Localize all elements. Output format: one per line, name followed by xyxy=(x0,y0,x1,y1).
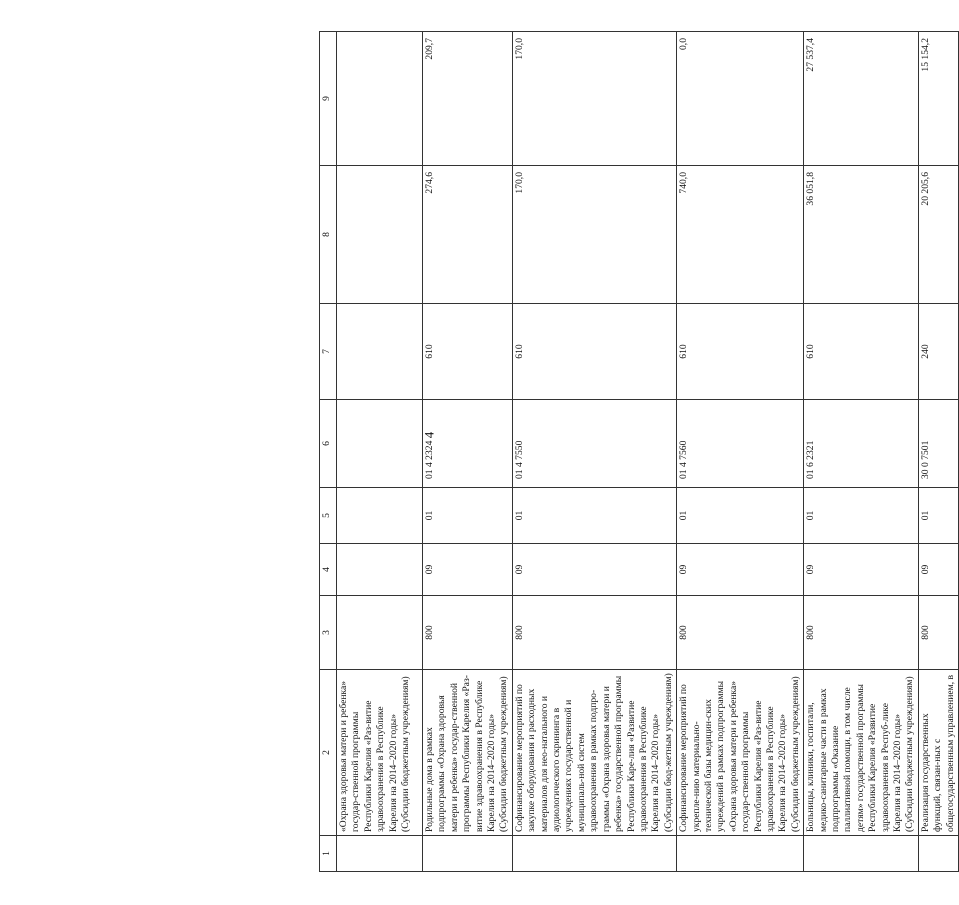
cell-subsection: 01 xyxy=(918,488,958,544)
budget-table xyxy=(319,31,959,872)
cell-target-article: 30 0 7501 xyxy=(918,400,958,488)
cell-amount-actual: 209,7 xyxy=(423,32,513,166)
cell-subsection xyxy=(337,488,423,544)
row-number-cell xyxy=(677,836,804,872)
row-description: Родильные дома в рамках подпрограммы «Охрана здоровья матери и ребенка» государ-ственной программы Республики Карелия «Раз-витие здравоохранения в Республике Карелия на 2014–2020 годы» (Субсидии бюджетным учреждениям) xyxy=(423,670,513,836)
cell-amount-actual: 27 537,4 xyxy=(804,32,919,166)
cell-amount-actual: 170,0 xyxy=(512,32,676,166)
col-header-2: 2 xyxy=(320,670,337,836)
cell-admin-code: 800 xyxy=(423,596,513,670)
cell-subsection: 01 xyxy=(804,488,919,544)
cell-expense-type: 610 xyxy=(512,304,676,400)
table-row xyxy=(918,32,958,872)
cell-section: 09 xyxy=(512,544,676,596)
row-description: Софинансирование мероприятий по закупке оборудования и расходных материалов для нео-натального и аудиологического скрининга в учреждениях государственной и муниципаль-ной систем здравоохранения в рамках подпро-граммы «Охрана здоровья матери и ребенка» государственной программы Республики Каре-лия «Развитие здравоохранения в Республике Карелия на 2014–2020 годы» (Субсидии бюд-жетным учреждениям) xyxy=(512,670,676,836)
col-header-7: 7 xyxy=(320,304,337,400)
cell-expense-type: 610 xyxy=(677,304,804,400)
col-header-5: 5 xyxy=(320,488,337,544)
page-number: 4 xyxy=(421,431,437,439)
cell-expense-type: 240 xyxy=(918,304,958,400)
col-header-9: 9 xyxy=(320,32,337,166)
cell-amount-planned: 170,0 xyxy=(512,166,676,304)
col-header-4: 4 xyxy=(320,544,337,596)
col-header-8: 8 xyxy=(320,166,337,304)
cell-section: 09 xyxy=(804,544,919,596)
row-number-cell xyxy=(512,836,676,872)
cell-expense-type: 610 xyxy=(804,304,919,400)
cell-admin-code: 800 xyxy=(918,596,958,670)
cell-admin-code: 800 xyxy=(677,596,804,670)
cell-subsection: 01 xyxy=(677,488,804,544)
table-row xyxy=(677,32,804,872)
cell-subsection: 01 xyxy=(423,488,513,544)
cell-admin-code xyxy=(337,596,423,670)
cell-section: 09 xyxy=(423,544,513,596)
header-row xyxy=(320,32,337,872)
cell-amount-actual: 0,0 xyxy=(677,32,804,166)
row-description: Реализация государственных функций, связан-ных с общегосударственным управлением, в xyxy=(918,670,958,836)
table-row xyxy=(512,32,676,872)
cell-section: 09 xyxy=(677,544,804,596)
cell-section xyxy=(337,544,423,596)
cell-amount-actual xyxy=(337,32,423,166)
cell-amount-planned: 274,6 xyxy=(423,166,513,304)
budget-table-rotated xyxy=(319,32,956,872)
cell-admin-code: 800 xyxy=(804,596,919,670)
cell-expense-type: 610 xyxy=(423,304,513,400)
cell-section: 09 xyxy=(918,544,958,596)
cell-amount-planned: 740,0 xyxy=(677,166,804,304)
col-header-3: 3 xyxy=(320,596,337,670)
table-row xyxy=(337,32,423,872)
row-description: Софинансирование мероприятий по укрепле-нию материально-технической базы медицин-ских учреждений в рамках подпрограммы «Охрана здоровья матери и ребенка» государ-ственной программы Республики Карелия «Раз-витие здравоохранения в Республике Карелия на 2014–2020 годы» (Субсидии бюджетным учреждениям) xyxy=(677,670,804,836)
cell-amount-planned: 20 205,6 xyxy=(918,166,958,304)
cell-target-article: 01 4 7560 xyxy=(677,400,804,488)
cell-amount-planned xyxy=(337,166,423,304)
cell-target-article: 01 4 7550 xyxy=(512,400,676,488)
row-number-cell xyxy=(804,836,919,872)
row-number-cell xyxy=(423,836,513,872)
cell-expense-type xyxy=(337,304,423,400)
cell-target-article xyxy=(337,400,423,488)
col-header-6: 6 xyxy=(320,400,337,488)
cell-subsection: 01 xyxy=(512,488,676,544)
col-header-1: 1 xyxy=(320,836,337,872)
cell-admin-code: 800 xyxy=(512,596,676,670)
cell-target-article: 01 6 2321 xyxy=(804,400,919,488)
cell-target-article: 01 4 2324 xyxy=(423,400,513,488)
cell-amount-planned: 36 051,8 xyxy=(804,166,919,304)
table-row xyxy=(804,32,919,872)
row-number-cell xyxy=(337,836,423,872)
row-description: «Охрана здоровья матери и ребенка» государ-ственной программы Республики Карелия «Раз-витие здравоохранения в Республике Карелия на 2014–2020 годы» (Субсидии бюджетным учреждениям) xyxy=(337,670,423,836)
row-description: Больницы, клиники, госпитали, медико-санитарные части в рамках подпрограммы «Оказание паллиативной помощи, в том числе детям» государственной программы Республики Карелия «Развитие здравоохранения в Респуб-лике Карелия на 2014–2020 годы» (Субсидии бюджетным учреждениям) xyxy=(804,670,919,836)
table-row xyxy=(423,32,513,872)
cell-amount-actual: 15 154,2 xyxy=(918,32,958,166)
row-number-cell xyxy=(918,836,958,872)
